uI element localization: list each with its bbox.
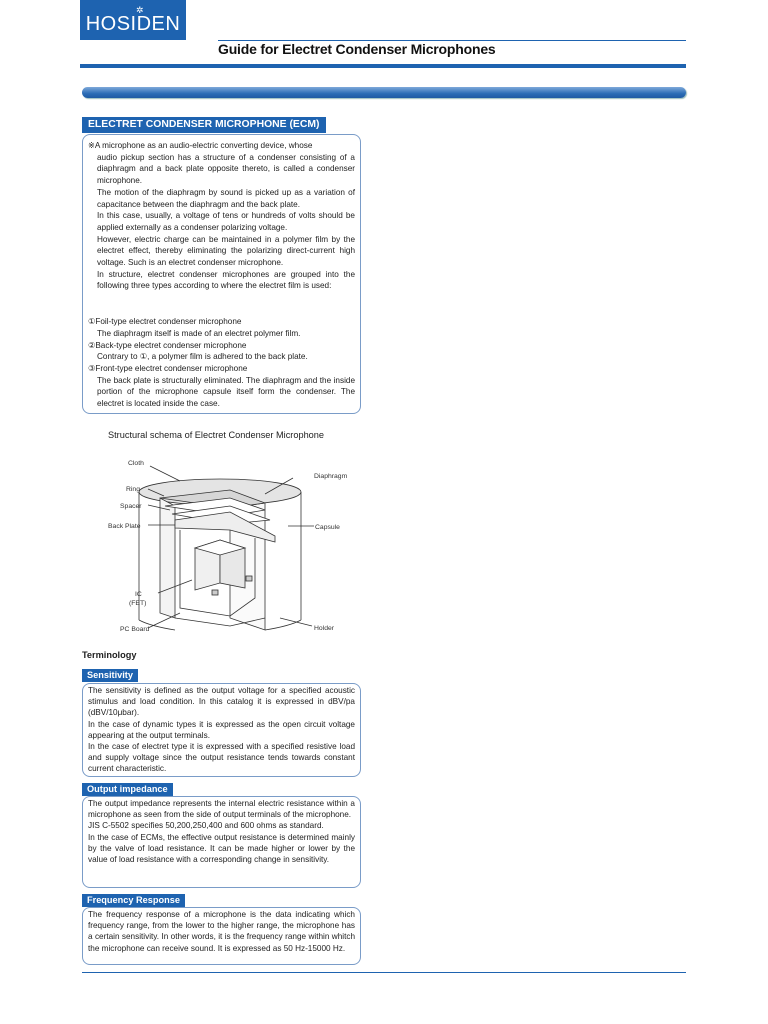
- ecm-intro-paragraph: However, electric charge can be maintained in a polymer film by the electret effect, thereby eliminating the polarizing direct-current high voltage. Such is an electret condenser microphone.: [97, 234, 355, 268]
- sensitivity-paragraph: In the case of dynamic types it is expressed as the open circuit voltage appearing at the output terminals.: [88, 719, 355, 740]
- ecm-intro-paragraph: In structure, electret condenser microphones are grouped into the following three types according to where the electret film is used:: [97, 269, 355, 291]
- frequency-response-box: [82, 907, 361, 965]
- ic-pad: [246, 576, 252, 581]
- label-cloth: Cloth: [128, 460, 144, 467]
- decorative-banner-bar: [82, 87, 686, 98]
- output-impedance-paragraph: In the case of ECMs, the effective output resistance is determined mainly by the valve of load resistance. It can be made higher or lower by the value of load resistance with a corresponding change in sensitivity.: [88, 832, 355, 865]
- label-capsule: Capsule: [315, 524, 340, 531]
- ecm-type-description: The back plate is structurally eliminated. The diaphragm and the inside portion of the microphone capsule itself form the condenser. The electret is located inside the case.: [97, 375, 355, 409]
- ecm-type-description: The diaphragm itself is made of an electret polymer film.: [97, 328, 301, 338]
- reference-mark-icon: ※: [88, 141, 95, 150]
- ecm-structure-diagram: [80, 448, 370, 648]
- ecm-intro-first-line: ※A microphone as an audio-electric converting device, whose: [88, 141, 313, 150]
- label-diaphragm: Diaphragm: [314, 473, 348, 480]
- ecm-type-name: ②Back-type electret condenser microphone: [88, 340, 247, 350]
- label-pc-board: PC Board: [120, 626, 150, 633]
- ecm-type-name: ①Foil-type electret condenser microphone: [88, 317, 242, 327]
- ecm-type-name: ③Front-type electret condenser microphone: [88, 363, 248, 373]
- output-impedance-box: [82, 796, 361, 888]
- frequency-response-heading: Frequency Response: [82, 894, 185, 907]
- cutaway-left-face: [160, 498, 175, 618]
- output-impedance-heading: Output impedance: [82, 783, 173, 796]
- output-impedance-paragraph: The output impedance represents the internal electric resistance within a microphone as seen from the side of output terminals of the microphone.: [88, 799, 355, 820]
- hosiden-logo: [80, 0, 186, 40]
- title-underline-bar: [80, 64, 686, 68]
- ecm-type-description: Contrary to ①, a polymer film is adhered to the back plate.: [97, 352, 308, 362]
- diagram-caption: Structural schema of Electret Condenser Microphone: [108, 430, 325, 440]
- ic-pad: [212, 590, 218, 595]
- ecm-description-box: [82, 134, 361, 414]
- ecm-intro-paragraph: audio pickup section has a structure of a condenser consisting of a diaphragm and a back plate opposite thereto, is called a condenser microphone.: [97, 152, 355, 186]
- output-impedance-paragraph: JIS C-5502 specifies 50,200,250,400 and 600 ohms as standard.: [88, 821, 324, 831]
- label-ic: IC: [135, 591, 142, 598]
- terminology-heading: Terminology: [82, 650, 137, 660]
- label-fet: (FET): [129, 600, 147, 607]
- logo-text: HOSIDEN: [85, 13, 181, 35]
- footer-rule: [82, 972, 686, 973]
- sensitivity-paragraph: The sensitivity is defined as the output voltage for a specified acoustic stimulus and load condition. In this catalog it is expressed in dBV/pa (dBV/10μbar).: [88, 686, 355, 718]
- ecm-section-heading: ELECTRET CONDENSER MICROPHONE (ECM): [82, 117, 326, 133]
- label-back-plate: Back Plate: [108, 523, 141, 530]
- ecm-intro-paragraph: The motion of the diaphragm by sound is picked up as a variation of capacitance between the diaphragm and the back plate.: [97, 187, 355, 209]
- label-spacer: Spacer: [120, 503, 142, 510]
- frequency-response-paragraph: The frequency response of a microphone is the data indicating which frequency range, from the lower to the higher range, the microphone has a certain sensitivity. In other words, it is the frequency range within whitch the microphone can receive sound. It is expressed as 50 Hz-15000 Hz.: [88, 910, 355, 953]
- logo-star-icon: ✲: [136, 5, 145, 15]
- page-title: Guide for Electret Condenser Microphones: [218, 41, 496, 57]
- ecm-intro-paragraph: In this case, usually, a voltage of tens or hundreds of volts should be applied externally as a condenser polarizing voltage.: [97, 211, 355, 232]
- sensitivity-box: [82, 683, 361, 777]
- label-holder: Holder: [314, 625, 335, 632]
- sensitivity-heading: Sensitivity: [82, 669, 138, 682]
- sensitivity-paragraph: In the case of electret type it is expressed with a specified resistive load and supply voltage since the output resistance tends towards constant current characteristic.: [88, 742, 355, 774]
- label-ring: Ring: [126, 486, 140, 493]
